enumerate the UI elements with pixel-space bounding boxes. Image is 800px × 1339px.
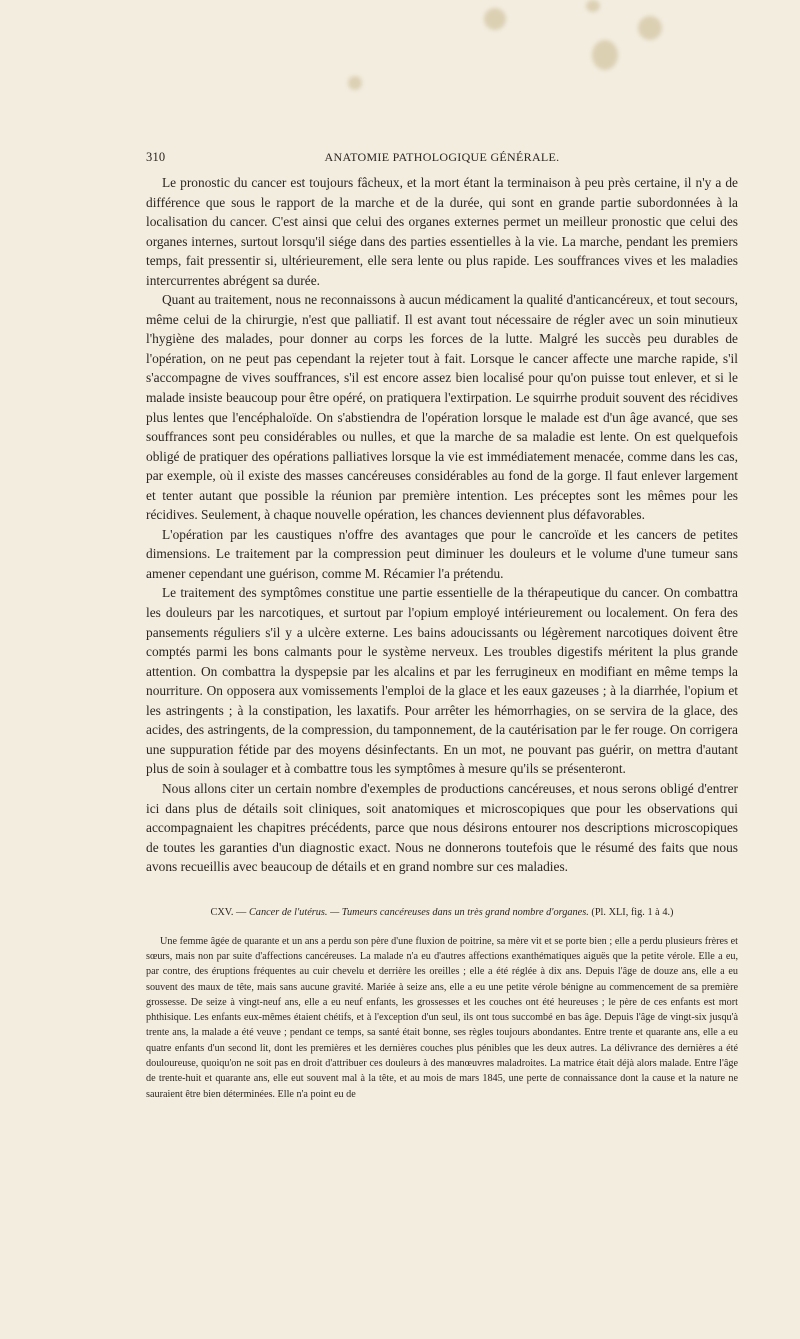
foxing-stain	[586, 0, 600, 12]
paragraph-treatment: Quant au traitement, nous ne reconnaissons à aucun médicament la qualité d'anticancéreux, et tout secours, même celui de la chirurgie, n'est que palliatif. Il est avant tout nécessaire de régler avec un soin minutieux l'hygiène des malades, pour donner au corps les forces de la lutte. Malgré les succès peu durables de l'opération, on ne peut pas cependant la rejeter tout à fait. Lorsque le cancer affecte une marche rapide, s'il s'accompagne de vives souffrances, s'il est encore assez bien localisé pour qu'on puisse tout enlever, et si le malade insiste beaucoup pour être opéré, on pratiquera l'extirpation. Le squirrhe produit souvent des récidives plus lentes que l'encéphaloïde. On s'abstiendra de l'opération lorsque le malade est d'un âge avancé, que ses souffrances sont peu considérables ou nulles, et que la marche de sa maladie est lente. On est quelquefois obligé de pratiquer des opérations palliatives lorsque la vie est immédiatement menacée, comme dans les cas, par exemple, où il existe des masses cancéreuses considérables au fond de la gorge. Il faut enlever largement et tenter autant que possible la réunion par première intention. Les préceptes sont les mêmes pour les récidives. Seulement, à chaque nouvelle opération, les chances deviennent plus défavorables.	[146, 292, 738, 523]
case-paragraph: Une femme âgée de quarante et un ans a perdu son père d'une fluxion de poitrine, sa mère vit et se porte bien ; elle a perdu plusieurs frères et sœurs, mais non par suite d'affections cancéreuses. La malade n'a eu d'autres affections exanthématiques aiguës que la petite vérole. Elle a eu, par contre, des éruptions fréquentes au cuir chevelu et derrière les oreilles ; elle a été réglée à dix ans. Depuis l'âge de douze ans, elle a eu souvent des maux de tête, mais sans aucune gravité. Mariée à seize ans, elle a eu une petite vérole bénigne au commencement de sa première grossesse. De seize à vingt-neuf ans, elle a eu neuf enfants, les grossesses et les couches ont été heureuses ; le père de ces enfants est mort phthisique. Les enfants eux-mêmes étaient chétifs, et à l'exception d'un seul, ils ont tous succombé en bas âge. Depuis l'âge de vingt-six jusqu'à trente ans, la malade a été veuve ; pendant ce temps, sa santé était bonne, ses règles toujours abondantes. Entre trente et quarante ans, elle a eu quatre enfants d'un second lit, dont les premières et les dernières couches plus pénibles que les deux autres. La délivrance des dernières a été douloureuse, quoiqu'on ne soit pas en droit d'attribuer ces douleurs à des manœuvres maladroites. La matrice était déjà alors malade. Entre l'âge de trente-huit et quarante ans, elle eut souvent mal à la tête, et au mois de mars 1845, une perte de connaissance dont la cause et la nature ne sauraient être bien déterminées. Elle n'a point eu de	[146, 935, 738, 1100]
foxing-stain	[484, 8, 506, 30]
paragraph-symptoms: Le traitement des symptômes constitue une partie essentielle de la thérapeutique du cancer. On combattra les douleurs par les narcotiques, et surtout par l'opium employé intérieurement ou localement. On fera des pansements réguliers s'il y a ulcère externe. Les bains adoucissants ou légèrement narcotiques doivent être comptés parmi les bons calmants pour le système nerveux. Les troubles digestifs méritent la plus grande attention. On combattra la dyspepsie par les alcalins et par les ferrugineux en modifiant en même temps la nourriture. On opposera aux vomissements l'emploi de la glace et les eaux gazeuses ; à la diarrhée, l'opium et les astringents ; à la constipation, les laxatifs. Pour arrêter les hémorrhagies, on se servira de la glace, des acides, des astringents, de la compression, du tamponnement, de la cautérisation par le fer rouge. On corrigera une suppuration fétide par des moyens désinfectants. En un mot, ne pouvant pas guérir, on mettra d'autant plus de soin à soulager et à combattre tous les symptômes à mesure qu'ils se présenteront.	[146, 585, 738, 777]
running-header	[146, 150, 738, 165]
paragraph-caustics: L'opération par les caustiques n'offre des avantages que pour le cancroïde et les cancers de petites dimensions. Le traitement par la compression peut diminuer les douleurs et le volume d'une tumeur sans amener cependant une guérison, comme M. Récamier l'a prétendu.	[146, 526, 738, 581]
case-observation	[146, 934, 738, 1102]
foxing-stain	[348, 76, 362, 90]
page-number: 310	[146, 150, 166, 164]
case-number: CXV. —	[210, 906, 247, 918]
case-title: Cancer de l'utérus. — Tumeurs cancéreuses dans un très grand nombre d'organes.	[248, 906, 589, 918]
plate-reference: (Pl. XLI, fig. 1 à 4.)	[591, 906, 674, 918]
foxing-stain	[638, 16, 662, 40]
paragraph-prognosis: Le pronostic du cancer est toujours fâcheux, et la mort étant la terminaison à peu près certaine, il n'y a de différence que sous le rapport de la marche et de la durée, qui sont en grande partie subordonnées à la localisation du cancer. C'est ainsi que celui des organes externes permet un meilleur pronostic que celui des organes internes, surtout lorsqu'il siége dans des parties essentielles à la vie. La marche, pendant les premiers temps, fait pressentir si, ultérieurement, elle sera lente ou plus rapide. Les souffrances vives et les maladies intercurrentes abrégent sa durée.	[146, 175, 738, 288]
case-caption	[146, 907, 738, 918]
foxing-stain	[592, 40, 618, 70]
book-page	[146, 150, 738, 1102]
main-text	[146, 173, 738, 877]
running-title: ANATOMIE PATHOLOGIQUE GÉNÉRALE.	[324, 150, 560, 164]
paragraph-examples: Nous allons citer un certain nombre d'exemples de productions cancéreuses, et nous serons obligé d'entrer ici dans plus de détails soit cliniques, soit anatomiques et microscopiques que pour les observations qui accompagnaient les chapitres précédents, parce que nous désirons entourer nos descriptions microscopiques de toutes les garanties d'un diagnostic exact. Nous ne donnerons toutefois que le résumé des faits que nous avons recueillis avec beaucoup de détails et en grand nombre sur ces maladies.	[146, 780, 738, 875]
